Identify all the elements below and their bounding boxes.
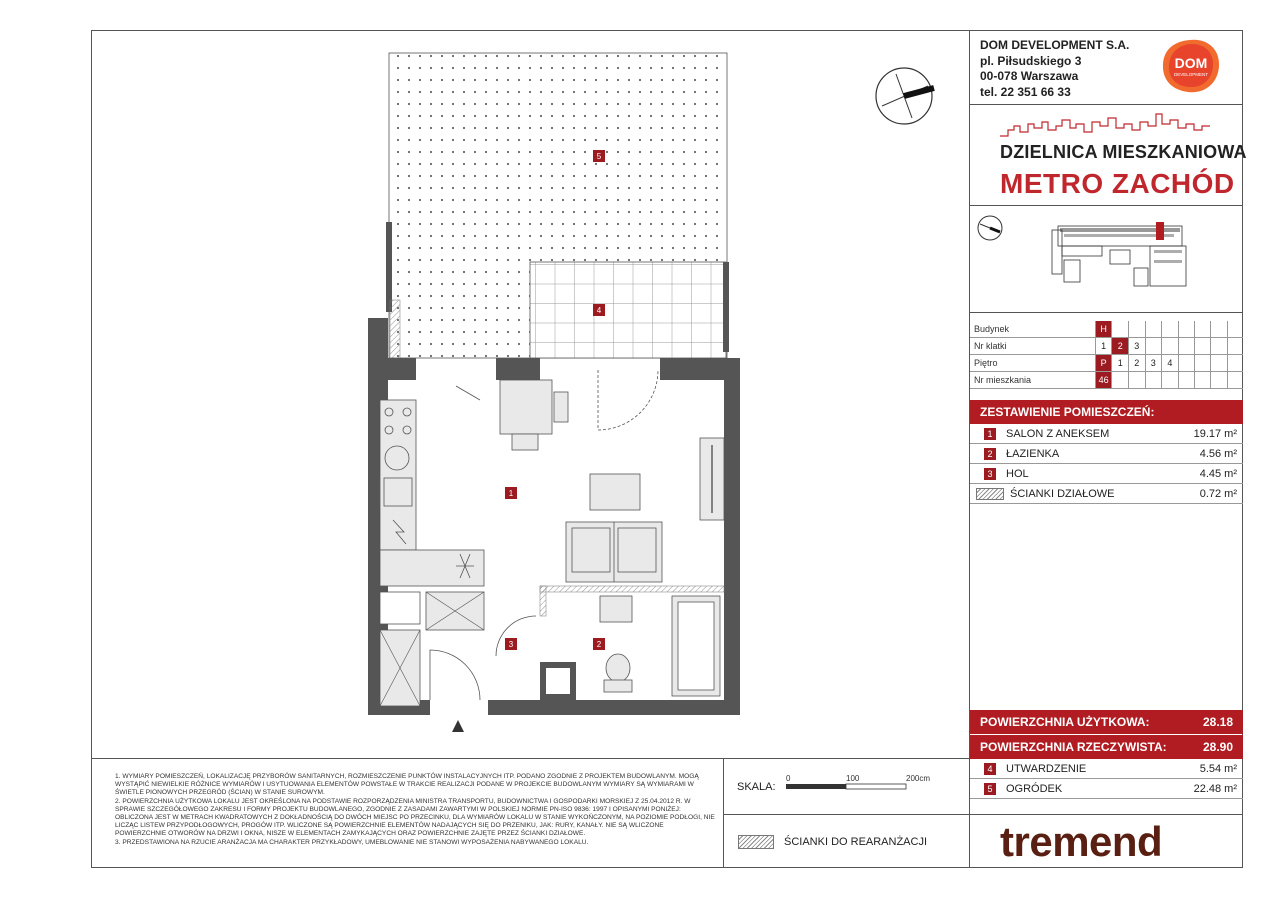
logo-text-development: DEVELOPMENT xyxy=(1173,72,1209,77)
company-address-2: 00-078 Warszawa xyxy=(980,69,1079,83)
sidebar-line-1 xyxy=(969,104,1243,105)
pietro-3: 3 xyxy=(1145,355,1162,372)
entrance-arrow-icon xyxy=(452,720,464,732)
footnote-3: 3. PRZEDSTAWIONA NA RZUCIE ARANŻACJA MA CHARAKTER PRZYKŁADOWY, UMEBLOWANIE NIE STANOWI WYPOSAŻENIA NABYWANEGO LOKALU. xyxy=(115,838,589,846)
room-number: 3 xyxy=(984,468,996,480)
keyplan-highlight xyxy=(1156,222,1164,240)
logo-text-dom: DOM xyxy=(1174,55,1208,71)
room-tag-1: 1 xyxy=(505,487,517,499)
walls-hatch-swatch xyxy=(976,488,1004,500)
mieszkanie-label: Nr mieszkania xyxy=(970,372,1095,389)
walls-row xyxy=(970,484,1243,504)
room-row-1 xyxy=(970,424,1243,444)
pietro-p: P xyxy=(1095,355,1112,372)
walls-area: 0.72 m² xyxy=(1199,487,1237,500)
room-name: HOL xyxy=(1006,467,1029,480)
room-row-3 xyxy=(970,464,1243,484)
extra-area: 5.54 m² xyxy=(1199,762,1237,775)
sidebar-line-2 xyxy=(969,205,1243,206)
room-number: 1 xyxy=(984,428,996,440)
bathtub xyxy=(672,596,720,696)
klatka-3: 3 xyxy=(1129,338,1146,355)
pietro-1: 1 xyxy=(1112,355,1129,372)
extra-row-4 xyxy=(970,759,1243,779)
total-uzytkowa xyxy=(970,710,1243,734)
compass-icon xyxy=(874,66,936,133)
scale-legend-divider xyxy=(723,814,970,815)
total-rzeczywista xyxy=(970,735,1243,759)
dom-development-logo xyxy=(1160,38,1222,94)
room-area: 4.45 m² xyxy=(1199,467,1237,480)
bathroom-sink xyxy=(600,596,632,622)
legend-rearanzacja xyxy=(738,835,927,849)
company-info xyxy=(980,38,1129,100)
uzytkowa-label: POWIERZCHNIA UŻYTKOWA: xyxy=(980,715,1150,729)
footnote-2: 2. POWIERZCHNIA UŻYTKOWA LOKALU JEST OKREŚLONA NA PODSTAWIE ROZPORZĄDZENIA MINISTRA TRANSPORTU, BUDOWNICTWA I GOSPODARKI MORSKIEJ Z 25.04.2012 R. W SPRAWIE SZCZEGÓŁOWEGO ZAKRESU I FORMY PROJEKTU BUDOWLANEGO, ZGODNIE Z ZASADAMI ZAWARTYMI W POLSKIEJ NORMIE PN-ISO 9836: 1997 I OPISANYMI PONIŻEJ: OBLICZONA JEST W METRACH KWADRATOWYCH Z DOKŁADNOŚCIĄ DO DWÓCH MIEJSC PO PRZECINKU, DLA WYMIARÓW LOKALU W STANIE WYKOŃCZONYM, NA POZIOMIE PODŁOGI, NIE LICZĄC LISTEW PRZYPODŁOGOWYCH, PROGÓW ITP. WLICZONE SĄ POWIERZCHNIE ELEMENTÓW NADAJĄCYCH SIĘ DO PRZENIKU, JAK: RURY, KANAŁY. NIE SĄ WLICZONE POWIERZCHNIE OTWORÓW NA DRZWI I OKNA, NISZE W ELEMENTACH ZAMYKAJĄCYCH ORAZ POWIERZCHNIE ZAJĘTE PRZEZ ŚCIANKI DZIAŁOWE. xyxy=(115,797,715,838)
room-area: 19.17 m² xyxy=(1193,427,1237,440)
extra-number: 5 xyxy=(984,783,996,795)
extra-number: 4 xyxy=(984,763,996,775)
pietro-label: Piętro xyxy=(970,355,1095,372)
extra-area: 22.48 m² xyxy=(1193,782,1237,795)
room-name: SALON Z ANEKSEM xyxy=(1006,427,1110,440)
scale-tick-0: 0 xyxy=(786,774,791,783)
toilet xyxy=(604,654,632,692)
scale-label: SKALA: xyxy=(737,781,776,793)
terrace-area xyxy=(530,262,726,358)
uzytkowa-value: 28.18 xyxy=(1202,715,1233,729)
footnotes xyxy=(115,773,715,847)
walls-name: ŚCIANKI DZIAŁOWE xyxy=(1010,487,1115,500)
rearanzacja-hatch-swatch xyxy=(738,835,774,849)
budynek-label: Budynek xyxy=(970,321,1095,338)
apartment-info-table xyxy=(970,321,1243,389)
zestawienie-header xyxy=(970,400,1243,424)
rzeczywista-value: 28.90 xyxy=(1202,740,1233,754)
extra-name: UTWARDZENIE xyxy=(1006,762,1087,775)
klatka-2: 2 xyxy=(1112,338,1129,355)
room-tag-2: 2 xyxy=(593,638,605,650)
footnote-1: 1. WYMIARY POMIESZCZEŃ, LOKALIZACJĘ PRZYBORÓW SANITARNYCH, ROZMIESZCZENIE PUNKTÓW INSTALACYJNYCH ITP. PODANO ZGODNIE Z PROJEKTEM BUDOWLANYM. MOGĄ WYSTĄPIĆ NIEWIELKIE RÓŻNICE WYMIARÓW I USYTUOWANIA ELEMENTÓW POWSTAŁE W TRAKCIE REALIZACJI PODANE W PROJEKCIE BUDOWLANYM WYMIARY SĄ WYMIARAMI W ŚWIETLE PIONOWYCH PRZEGRÓD (ŚCIAN) W STANIE SUROWYM. xyxy=(115,773,699,797)
room-name: ŁAZIENKA xyxy=(1006,447,1060,460)
room-row-2 xyxy=(970,444,1243,464)
pietro-2: 2 xyxy=(1129,355,1146,372)
budynek-value: H xyxy=(1095,321,1112,338)
room-tag-3: 3 xyxy=(505,638,517,650)
extra-row-5 xyxy=(970,779,1243,799)
room-tag-4: 4 xyxy=(593,304,605,316)
project-title-line-2: METRO ZACHÓD xyxy=(1000,168,1235,199)
notes-divider xyxy=(91,758,970,759)
zestawienie-title: ZESTAWIENIE POMIESZCZEŃ: xyxy=(980,405,1155,419)
room-area: 4.56 m² xyxy=(1199,447,1237,460)
site-keyplan xyxy=(1050,220,1190,297)
info-row-klatka xyxy=(970,338,1243,355)
sidebar-line-3 xyxy=(969,312,1243,313)
info-row-pietro xyxy=(970,355,1243,372)
rzeczywista-label: POWIERZCHNIA RZECZYWISTA: xyxy=(980,740,1167,754)
extra-name: OGRÓDEK xyxy=(1006,782,1063,795)
tremend-logo: tremend xyxy=(1000,818,1163,865)
mieszkanie-value: 46 xyxy=(1095,372,1112,389)
klatka-1: 1 xyxy=(1095,338,1112,355)
company-phone: tel. 22 351 66 33 xyxy=(980,84,1071,99)
klatka-label: Nr klatki xyxy=(970,338,1095,355)
info-row-mieszkanie xyxy=(970,372,1243,389)
rearanzacja-label: ŚCIANKI DO REARANŻACJI xyxy=(784,836,928,848)
room-number: 2 xyxy=(984,448,996,460)
pietro-4: 4 xyxy=(1162,355,1179,372)
info-row-budynek xyxy=(970,321,1243,338)
skyline-icon xyxy=(1000,112,1210,143)
company-name: DOM DEVELOPMENT S.A. xyxy=(980,38,1130,52)
scale-tick-200: 200cm xyxy=(906,774,931,783)
keyplan-compass-icon xyxy=(976,214,1004,247)
company-address-1: pl. Piłsudskiego 3 xyxy=(980,53,1082,68)
notes-scale-divider xyxy=(723,758,724,868)
scale-bar xyxy=(784,772,944,799)
floor-plan xyxy=(360,50,750,745)
project-title-line-1: DZIELNICA MIESZKANIOWA xyxy=(1000,142,1247,162)
sidebar-line-4 xyxy=(969,814,1243,815)
room-tag-5: 5 xyxy=(593,150,605,162)
scale-tick-100: 100 xyxy=(846,774,860,783)
